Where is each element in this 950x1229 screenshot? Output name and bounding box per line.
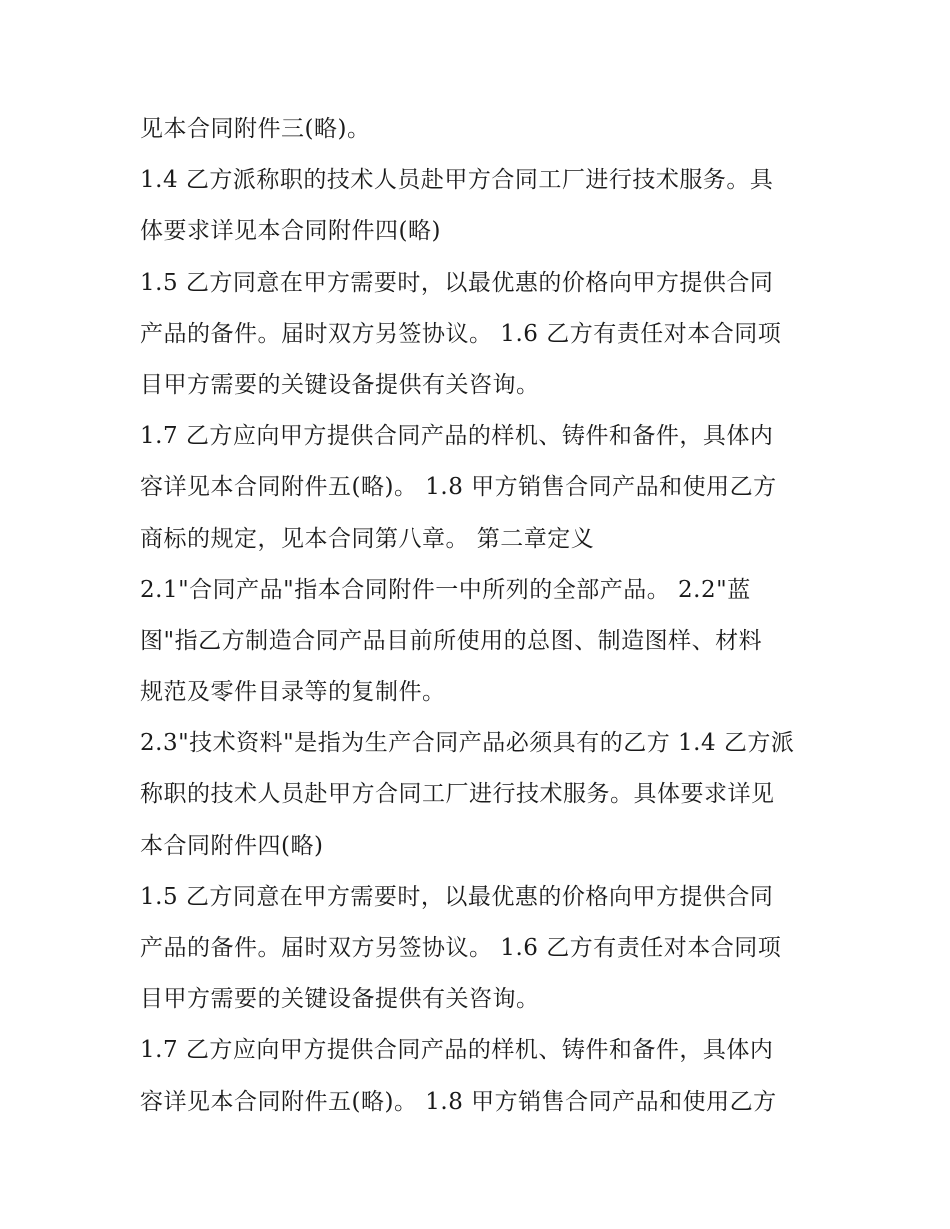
text-line: 1.5 乙方同意在甲方需要时，以最优惠的价格向甲方提供合同	[140, 269, 774, 296]
body-text	[140, 104, 840, 1128]
text-line: 目甲方需要的关键设备提供有关咨询。	[140, 986, 540, 1013]
text-line: 1.7 乙方应向甲方提供合同产品的样机、铸件和备件，具体内	[140, 423, 774, 450]
text-line: 容详见本合同附件五(略)。 1.8 甲方销售合同产品和使用乙方	[140, 474, 777, 501]
text-line: 商标的规定，见本合同第八章。 第二章定义	[140, 525, 595, 552]
text-line: 产品的备件。届时双方另签协议。 1.6 乙方有责任对本合同项	[140, 935, 782, 961]
text-line: 1.4 乙方派称职的技术人员赴甲方合同工厂进行技术服务。具	[140, 167, 774, 194]
text-line: 体要求详见本合同附件四(略)	[140, 218, 441, 245]
text-line: 2.3"技术资料"是指为生产合同产品必须具有的乙方 1.4 乙方派	[140, 730, 795, 757]
text-line: 图"指乙方制造合同产品目前所使用的总图、制造图样、材料	[140, 627, 763, 654]
text-line: 称职的技术人员赴甲方合同工厂进行技术服务。具体要求详见	[140, 781, 775, 808]
text-line: 产品的备件。届时双方另签协议。 1.6 乙方有责任对本合同项	[140, 320, 782, 347]
text-line: 容详见本合同附件五(略)。 1.8 甲方销售合同产品和使用乙方	[140, 1088, 777, 1115]
text-line: 本合同附件四(略)	[140, 832, 324, 859]
text-line: 见本合同附件三(略)。	[140, 116, 371, 142]
text-line: 2.1"合同产品"指本合同附件一中所列的全部产品。 2.2"蓝	[140, 576, 751, 603]
text-line: 1.5 乙方同意在甲方需要时，以最优惠的价格向甲方提供合同	[140, 883, 774, 910]
text-line: 规范及零件目录等的复制件。	[140, 679, 446, 706]
text-line: 目甲方需要的关键设备提供有关咨询。	[140, 371, 540, 398]
text-line: 1.7 乙方应向甲方提供合同产品的样机、铸件和备件，具体内	[140, 1037, 774, 1064]
